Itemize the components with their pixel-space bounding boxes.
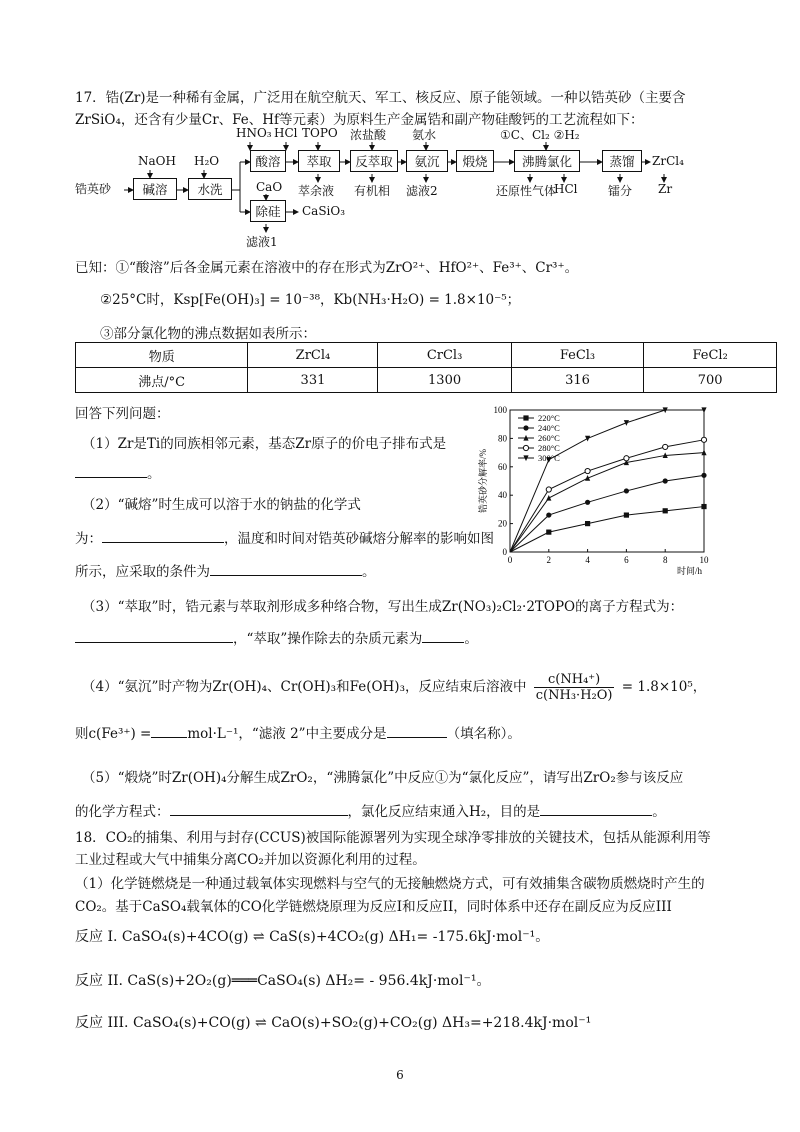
- x-tick-label: 8: [662, 555, 668, 565]
- q5-line2: [75, 800, 666, 820]
- step-box-calcine: 煅烧: [456, 150, 494, 172]
- q4-fe: 则c(Fe³⁺) =: [75, 726, 152, 742]
- data-point: [585, 468, 590, 473]
- data-point: [585, 436, 590, 442]
- flow-arrows: [0, 120, 800, 250]
- q5-prefix: 的化学方程式：: [75, 804, 170, 820]
- x-tick-label: 2: [546, 555, 552, 565]
- output-filtrate1: 滤液1: [246, 235, 278, 249]
- q5-end: 。: [652, 804, 666, 820]
- page-number: 6: [396, 1068, 404, 1082]
- legend-label: 240°C: [538, 423, 560, 433]
- q5-mid: ，氯化反应结束通入H₂，目的是: [347, 804, 541, 820]
- data-point: [663, 508, 668, 513]
- q2-prefix: 为：: [75, 531, 102, 547]
- y-tick-label: 40: [498, 490, 507, 501]
- answer-blank[interactable]: [540, 801, 652, 816]
- x-tick-label: 10: [699, 555, 709, 565]
- output-zr: Zr: [658, 182, 673, 196]
- flow-start-label: 锆英砂: [75, 182, 112, 196]
- reaction-2: 反应 II. CaS(s)+2O₂(g)═══CaSO₄(s) ΔH₂= - 956.4kJ·mol⁻¹。: [75, 973, 491, 989]
- answer-blank[interactable]: [75, 463, 147, 478]
- table-header-cell: ZrCl₄: [248, 343, 378, 368]
- table-cell: 331: [248, 368, 378, 393]
- q4-value: = 1.8×10⁵，: [621, 679, 707, 695]
- legend-label: 280°C: [538, 443, 560, 453]
- y-tick-label: 60: [498, 461, 507, 472]
- data-point: [663, 444, 668, 449]
- legend-marker: [523, 445, 528, 450]
- known-3: ③部分氯化物的沸点数据如表所示：: [100, 326, 316, 342]
- data-point: [701, 437, 706, 442]
- answer-blank[interactable]: [75, 628, 233, 643]
- table-header-cell: CrCl₃: [378, 343, 511, 368]
- answer-blank[interactable]: [210, 561, 362, 576]
- known-1: 已知：①“酸溶”后各金属元素在溶液中的存在形式为ZrO²⁺、HfO²⁺、Fe³⁺、Cr³⁺。: [75, 260, 579, 276]
- series-line-220°C: [510, 507, 704, 552]
- data-point: [701, 473, 706, 478]
- data-point: [546, 530, 551, 535]
- table-header-cell: 物质: [76, 343, 248, 368]
- q1-end: 。: [147, 466, 161, 482]
- output-raffinate: 萃余液: [298, 184, 335, 198]
- known-2: ②25°C时，Ksp[Fe(OH)₃] = 10⁻³⁸，Kb(NH₃·H₂O) = 1.8×10⁻⁵；: [100, 292, 521, 308]
- q4-line2: [75, 722, 521, 742]
- data-point: [624, 488, 629, 493]
- answer-blank[interactable]: [387, 723, 447, 738]
- reagent-naoh: NaOH: [138, 154, 176, 168]
- legend-label: 300°C: [538, 453, 560, 463]
- y-tick-label: 0: [502, 547, 507, 557]
- step-box-acid-dissolve: 酸溶: [250, 150, 286, 172]
- q17-line1: 17．锆(Zr)是一种稀有金属，广泛用在航空航天、军工、核反应、原子能领域。一种以锆英砂（主要含: [75, 90, 686, 106]
- step-box-alkali-melt: 碱溶: [133, 178, 177, 200]
- reagent-hno3: HNO₃: [236, 126, 272, 140]
- data-point: [546, 487, 551, 492]
- step-box-distillation: 蒸馏: [602, 150, 642, 172]
- table-cell: 沸点/°C: [76, 368, 248, 393]
- reaction-1: 反应 I. CaSO₄(s)+4CO(g) ⇌ CaS(s)+4CO₂(g) ΔH₁= -175.6kJ·mol⁻¹。: [75, 929, 550, 945]
- output-reducing-gas: 还原性气体: [496, 184, 557, 198]
- q2-cond: 所示，应采取的条件为: [75, 564, 210, 580]
- output-fraction: 镭分: [608, 184, 633, 198]
- boiling-point-table: [75, 342, 777, 393]
- x-tick-label: 4: [585, 555, 590, 565]
- q4-numerator: c(NH₄⁺): [534, 672, 615, 688]
- y-tick-label: 100: [493, 405, 507, 415]
- q17-line2: ZrSiO₄，还含有少量Cr、Fe、Hf等元素）为原料生产金属锆和副产物硅酸钙的工艺流程如下：: [75, 112, 644, 128]
- q3-end: 。: [464, 631, 478, 647]
- q2-mid: ，温度和时间对锆英砂碱熔分解率的影响如图: [224, 531, 494, 547]
- data-point: [585, 500, 590, 505]
- q4-end: （填名称）。: [446, 726, 521, 742]
- legend-marker: [523, 425, 528, 430]
- legend-label: 260°C: [538, 433, 560, 443]
- q3-line1: （3）“萃取”时，锆元素与萃取剂形成多种络合物，写出生成Zr(NO₃)₂Cl₂·2TOPO的离子方程式为：: [82, 599, 684, 615]
- table-cell: 700: [644, 368, 777, 393]
- reaction-3: 反应 III. CaSO₄(s)+CO(g) ⇌ CaO(s)+SO₂(g)+CO₂(g) ΔH₃=+218.4kJ·mol⁻¹: [75, 1015, 592, 1031]
- table-cell: 1300: [378, 368, 511, 393]
- x-tick-label: 6: [624, 555, 629, 565]
- table-header-cell: FeCl₃: [511, 343, 644, 368]
- q3-mid: ，“萃取”操作除去的杂质元素为: [233, 631, 423, 647]
- q2-line2: [75, 527, 494, 547]
- table-cell: 316: [511, 368, 644, 393]
- q18-line1: 18．CO₂的捕集、利用与封存(CCUS)被国际能源署列为实现全球净零排放的关键技术，包括从能源利用等: [75, 830, 711, 846]
- reagent-water: H₂O: [194, 154, 220, 168]
- answer-blank[interactable]: [102, 528, 224, 543]
- q18-line4: CO₂。基于CaSO₄载氧体的CO化学链燃烧原理为反应I和反应II，同时体系中还存在副反应为反应III: [75, 899, 672, 915]
- q18-line3: （1）化学链燃烧是一种通过载氧体实现燃料与空气的无接触燃烧方式，可有效捕集含碳物质燃烧时产生的: [75, 876, 705, 892]
- step-box-extraction: 萃取: [298, 150, 340, 172]
- data-point: [624, 456, 629, 461]
- process-flow-diagram: [0, 120, 800, 250]
- y-axis-label: 锆英砂分解率/%: [478, 449, 488, 513]
- reagent-conc-hcl: 浓盐酸: [350, 128, 387, 142]
- q4-denominator: c(NH₃·H₂O): [535, 688, 613, 703]
- q4-fraction: [534, 672, 615, 703]
- q18-line2: 工业过程或大气中捕集分离CO₂并加以资源化利用的过程。: [75, 852, 426, 868]
- legend-label: 220°C: [538, 413, 560, 423]
- answer-blank[interactable]: [151, 723, 187, 738]
- q4-text: （4）“氨沉”时产物为Zr(OH)₄、Cr(OH)₃和Fe(OH)₃，反应结束后溶液中: [82, 679, 527, 695]
- table-header-cell: FeCl₂: [644, 343, 777, 368]
- x-axis-label: 时间/h: [676, 566, 702, 576]
- reagent-ammonia: 氨水: [412, 128, 437, 142]
- q4-mid: mol·L⁻¹，“滤液 2”中主要成分是: [187, 726, 387, 742]
- output-filtrate2: 滤液2: [406, 184, 438, 198]
- questions-intro: 回答下列问题：: [75, 406, 170, 422]
- q3-line2: [75, 627, 478, 647]
- data-point: [663, 478, 668, 483]
- step-box-water-wash: 水洗: [188, 178, 232, 200]
- x-tick-label: 0: [507, 555, 513, 565]
- reagent-topo: TOPO: [302, 126, 338, 140]
- q1-line1: （1）Zr是Ti的同族相邻元素，基态Zr原子的价电子排布式是: [82, 436, 447, 452]
- y-tick-label: 20: [498, 518, 507, 529]
- step-box-desilicate: 除硅: [250, 200, 286, 222]
- y-tick-label: 80: [498, 433, 507, 444]
- decomposition-rate-chart: [476, 402, 716, 577]
- reagent-cao: CaO: [256, 180, 283, 194]
- data-point: [546, 512, 551, 517]
- data-point: [624, 512, 629, 517]
- q2-line3: [75, 560, 376, 580]
- answer-blank[interactable]: [170, 801, 348, 816]
- answer-blank[interactable]: [422, 628, 464, 643]
- q1-line2: [75, 462, 161, 482]
- q2-line1: （2）“碱熔”时生成可以溶于水的钠盐的化学式: [82, 497, 361, 513]
- series-line-240°C: [510, 475, 704, 552]
- q5-line1: （5）“煅烧”时Zr(OH)₄分解生成ZrO₂，“沸腾氯化”中反应①为“氯化反应”，请写出ZrO₂参与该反应: [82, 770, 684, 786]
- output-hcl: HCl: [554, 182, 578, 196]
- step-box-back-extraction: 反萃取: [350, 150, 398, 172]
- q4-line1: [82, 672, 706, 703]
- data-point: [701, 504, 706, 509]
- data-point: [585, 521, 590, 526]
- output-organic-phase: 有机相: [354, 184, 391, 198]
- legend-marker: [523, 415, 528, 420]
- step-box-boiling-chlorination: 沸腾氯化: [514, 150, 580, 172]
- table-row: [76, 368, 777, 393]
- data-point: [546, 495, 551, 501]
- q2-end: 。: [362, 564, 376, 580]
- step-box-ammonia-precip: 氨沉: [406, 150, 448, 172]
- reagent-c-cl2-h2: ①C、Cl₂ ②H₂: [500, 128, 580, 142]
- reagent-hcl: HCl: [274, 126, 298, 140]
- output-zrcl4: ZrCl₄: [652, 154, 684, 168]
- table-header-row: [76, 343, 777, 368]
- output-casio3: CaSiO₃: [302, 204, 346, 218]
